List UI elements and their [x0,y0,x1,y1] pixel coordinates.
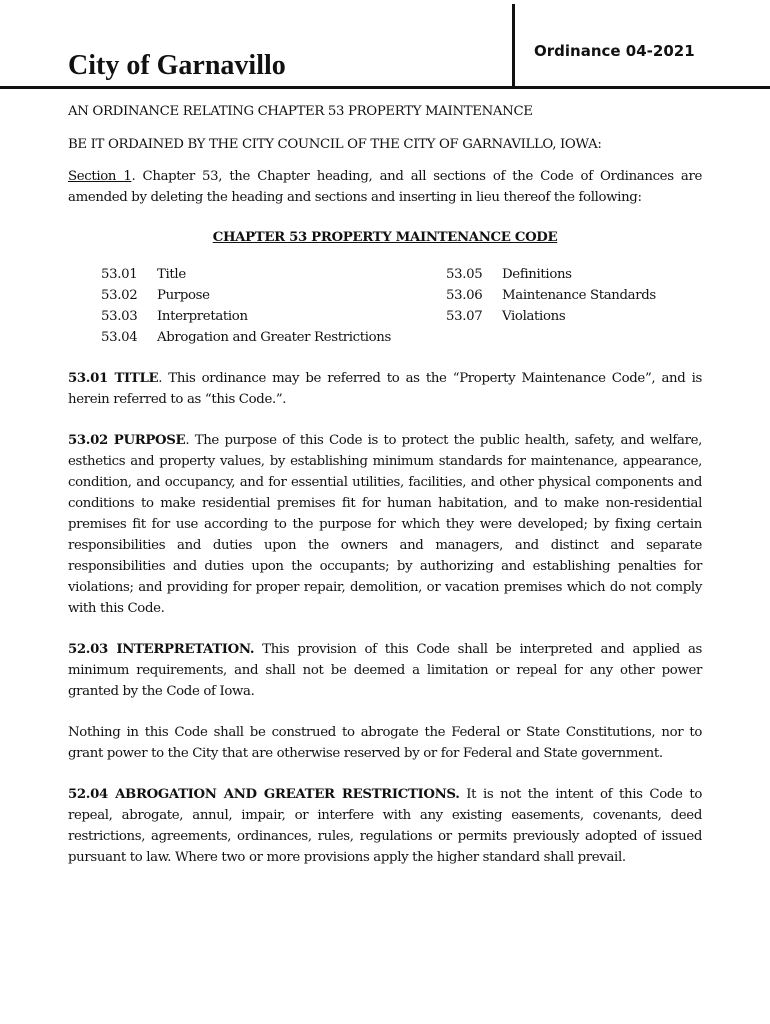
toc-number: 53.04 [101,330,138,345]
header-vertical-divider [512,4,515,88]
section-52-04 [68,784,702,868]
toc-number: 53.01 [101,267,138,282]
toc-label: Maintenance Standards [502,288,656,303]
toc-number: 53.02 [101,288,138,303]
section-52-03 [68,639,702,702]
toc-item [101,327,391,348]
chapter-heading: CHAPTER 53 PROPERTY MAINTENANCE CODE [212,230,558,245]
section-text: This provision of this Code shall be interpreted and applied as minimum requirements, and shall not be deemed a limitation or repeal for any other power granted by the Code of Iowa. [68,642,702,699]
ordinance-number: Ordinance 04-2021 [534,42,695,60]
toc-item [101,264,391,285]
toc-number: 53.03 [101,309,138,324]
toc-item [101,306,391,327]
ordain-clause: BE IT ORDAINED BY THE CITY COUNCIL OF THE CITY OF GARNAVILLO, IOWA: [68,137,602,152]
section-53-02 [68,430,702,619]
section-1-text: . Chapter 53, the Chapter heading, and all sections of the Code of Ordinances are amended by deleting the heading and sections and inserting in lieu thereof the following: [68,169,702,205]
toc-item [446,285,656,306]
section-text: It is not the intent of this Code to repeal, abrogate, annul, impair, or interfere with any existing easements, covenants, deed restrictions, agreements, ordinances, rules, regulations or permits previously adopted of issued pursuant to law. Where two or more provisions apply the higher standard shall prevail. [68,787,702,865]
section-heading: 52.04 ABROGATION AND GREATER RESTRICTIONS. [68,787,460,802]
table-of-contents [68,264,702,348]
ordinance-title: AN ORDINANCE RELATING CHAPTER 53 PROPERTY MAINTENANCE [68,104,533,119]
toc-label: Violations [502,309,566,324]
toc-item [446,306,656,327]
toc-label: Purpose [157,288,210,303]
section-53-01 [68,368,702,410]
header-horizontal-rule [0,86,770,89]
toc-number: 53.07 [446,309,483,324]
section-1-label: Section 1 [68,169,132,184]
section-heading: 53.02 PURPOSE [68,433,186,448]
section-heading: 53.01 TITLE [68,371,159,386]
toc-number: 53.06 [446,288,483,303]
city-title: City of Garnavillo [68,50,286,81]
toc-column-left [101,264,391,348]
section-1-paragraph [68,166,702,208]
toc-item [101,285,391,306]
nothing-paragraph: Nothing in this Code shall be construed to abrogate the Federal or State Constitutions, nor to grant power to the City that are otherwise reserved by or for Federal and State government. [68,725,702,761]
toc-column-right [446,264,656,327]
section-heading: 52.03 INTERPRETATION. [68,642,255,657]
toc-number: 53.05 [446,267,483,282]
toc-label: Definitions [502,267,572,282]
document-body [68,101,702,888]
toc-label: Abrogation and Greater Restrictions [157,330,391,345]
section-text: . The purpose of this Code is to protect the public health, safety, and welfare, esthetics and property values, by establishing minimum standards for maintenance, appearance, condition, and occupancy, and for essential utilities, facilities, and other physical components and conditions to make residential premises fit for human habitation, and to make non-residential premises fit for use according to the purpose for which they were developed; by fixing certain responsibilities and duties upon the owners and managers, and distinct and separate responsibilities and duties upon the occupants; by authorizing and establishing penalties for violations; and providing for proper repair, demolition, or vacation premises which do not comply with this Code. [68,433,702,616]
toc-label: Interpretation [157,309,248,324]
section-text: . This ordinance may be referred to as the “Property Maintenance Code”, and is herein referred to as “this Code.”. [68,371,702,407]
toc-item [446,264,656,285]
toc-label: Title [157,267,186,282]
document-header [0,0,770,92]
